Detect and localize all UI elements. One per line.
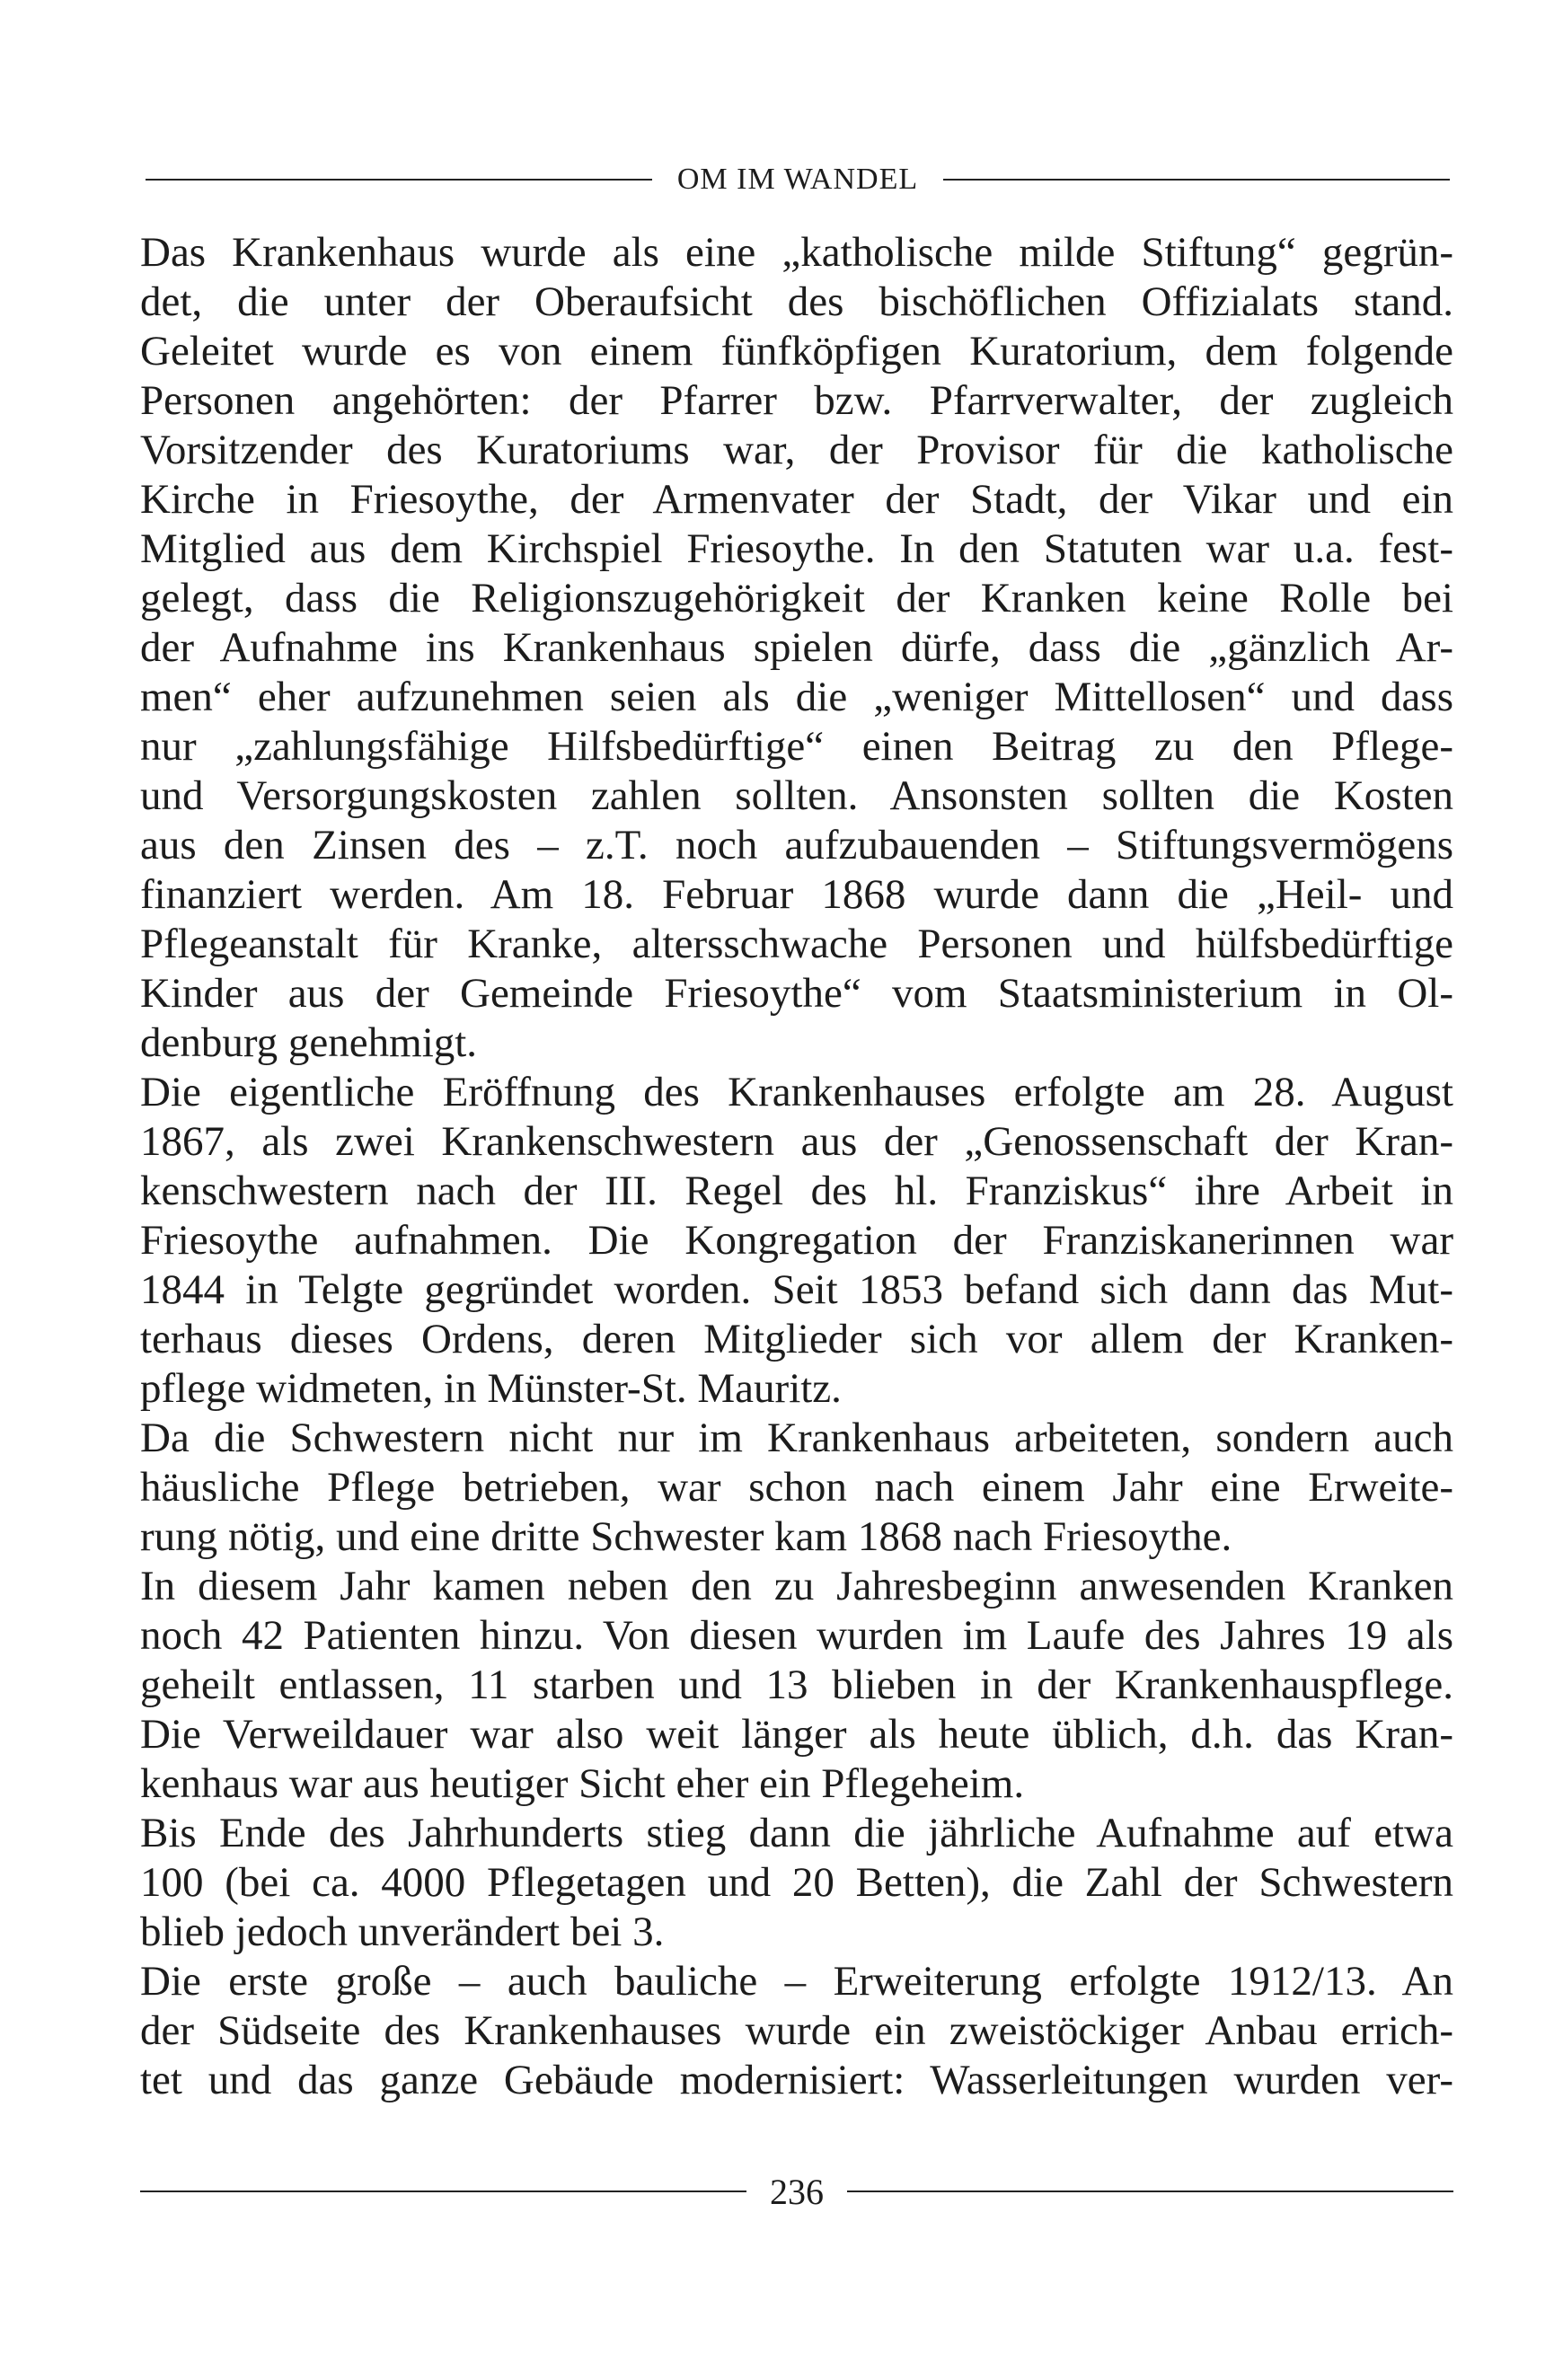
footer-rule-left	[140, 2190, 746, 2192]
text-line: In diesem Jahr kamen neben den zu Jahresbeginn anwesenden Kranken	[140, 1563, 1453, 1609]
text-line: der Südseite des Krankenhauses wurde ein zweistöckiger Anbau errich-	[140, 2007, 1453, 2054]
text-line: Die eigentliche Eröffnung des Krankenhauses erfolgte am 28. August	[140, 1069, 1453, 1115]
text-line: det, die unter der Oberaufsicht des bischöflichen Offizialats stand.	[140, 278, 1453, 325]
text-line: Kinder aus der Gemeinde Friesoythe“ vom Staatsministerium in Ol-	[140, 970, 1453, 1017]
text-line: Geleitet wurde es von einem fünfköpfigen Kuratorium, dem folgende	[140, 328, 1453, 375]
body-text	[140, 228, 1453, 2105]
text-line: häusliche Pflege betrieben, war schon nach einem Jahr eine Erweite-	[140, 1464, 1453, 1511]
text-line: und Versorgungskosten zahlen sollten. Ansonsten sollten die Kosten	[140, 772, 1453, 819]
text-line: men“ eher aufzunehmen seien als die „weniger Mittellosen“ und dass	[140, 674, 1453, 720]
text-line: der Aufnahme ins Krankenhaus spielen dürfe, dass die „gänzlich Ar-	[140, 624, 1453, 671]
text-line: pflege widmeten, in Münster-St. Mauritz.	[140, 1365, 842, 1412]
text-line: gelegt, dass die Religionszugehörigkeit der Kranken keine Rolle bei	[140, 575, 1453, 621]
text-line: rung nötig, und eine dritte Schwester kam 1868 nach Friesoythe.	[140, 1513, 1232, 1560]
header-rule-left	[146, 179, 652, 181]
page-number: 236	[770, 2171, 824, 2212]
text-line: 1844 in Telgte gegründet worden. Seit 1853 befand sich dann das Mut-	[140, 1266, 1453, 1313]
text-line: nur „zahlungsfähige Hilfsbedürftige“ einen Beitrag zu den Pflege-	[140, 723, 1453, 770]
page-footer	[140, 2166, 1453, 2217]
text-line: terhaus dieses Ordens, deren Mitglieder sich vor allem der Kranken-	[140, 1316, 1453, 1362]
text-line: Mitglied aus dem Kirchspiel Friesoythe. In den Statuten war u.a. fest-	[140, 525, 1453, 572]
text-line: blieb jedoch unverändert bei 3.	[140, 1908, 665, 1955]
text-line: Friesoythe aufnahmen. Die Kongregation der Franziskanerinnen war	[140, 1217, 1453, 1264]
text-line: Die erste große – auch bauliche – Erweiterung erfolgte 1912/13. An	[140, 1958, 1453, 2005]
text-line: kenschwestern nach der III. Regel des hl. Franziskus“ ihre Arbeit in	[140, 1168, 1453, 1214]
text-line: Pflegeanstalt für Kranke, altersschwache Personen und hülfsbedürftige	[140, 921, 1453, 967]
text-line: denburg genehmigt.	[140, 1019, 478, 1066]
text-line: tet und das ganze Gebäude modernisiert: Wasserleitungen wurden ver-	[140, 2057, 1453, 2103]
text-line: Da die Schwestern nicht nur im Krankenhaus arbeiteten, sondern auch	[140, 1415, 1453, 1461]
header-rule-right	[943, 179, 1450, 181]
text-line: 100 (bei ca. 4000 Pflegetagen und 20 Betten), die Zahl der Schwestern	[140, 1859, 1453, 1906]
text-line: Personen angehörten: der Pfarrer bzw. Pfarrverwalter, der zugleich	[140, 377, 1453, 424]
text-line: geheilt entlassen, 11 starben und 13 blieben in der Krankenhauspflege.	[140, 1662, 1453, 1708]
running-header-title: OM IM WANDEL	[676, 163, 919, 196]
text-line: kenhaus war aus heutiger Sicht eher ein Pflegeheim.	[140, 1760, 1025, 1807]
text-line: Das Krankenhaus wurde als eine „katholische milde Stiftung“ gegrün-	[140, 229, 1453, 276]
text-line: Bis Ende des Jahrhunderts stieg dann die jährliche Aufnahme auf etwa	[140, 1810, 1453, 1856]
text-line: Kirche in Friesoythe, der Armenvater der Stadt, der Vikar und ein	[140, 476, 1453, 523]
text-line: Vorsitzender des Kuratoriums war, der Provisor für die katholische	[140, 427, 1453, 473]
text-line: 1867, als zwei Krankenschwestern aus der „Genossenschaft der Kran-	[140, 1118, 1453, 1165]
text-line: Die Verweildauer war also weit länger als heute üblich, d.h. das Kran-	[140, 1711, 1453, 1758]
text-line: finanziert werden. Am 18. Februar 1868 wurde dann die „Heil- und	[140, 871, 1453, 918]
footer-rule-right	[847, 2190, 1453, 2192]
text-line: aus den Zinsen des – z.T. noch aufzubauenden – Stiftungsvermögens	[140, 822, 1453, 868]
running-header	[146, 154, 1450, 205]
text-line: noch 42 Patienten hinzu. Von diesen wurden im Laufe des Jahres 19 als	[140, 1612, 1453, 1659]
